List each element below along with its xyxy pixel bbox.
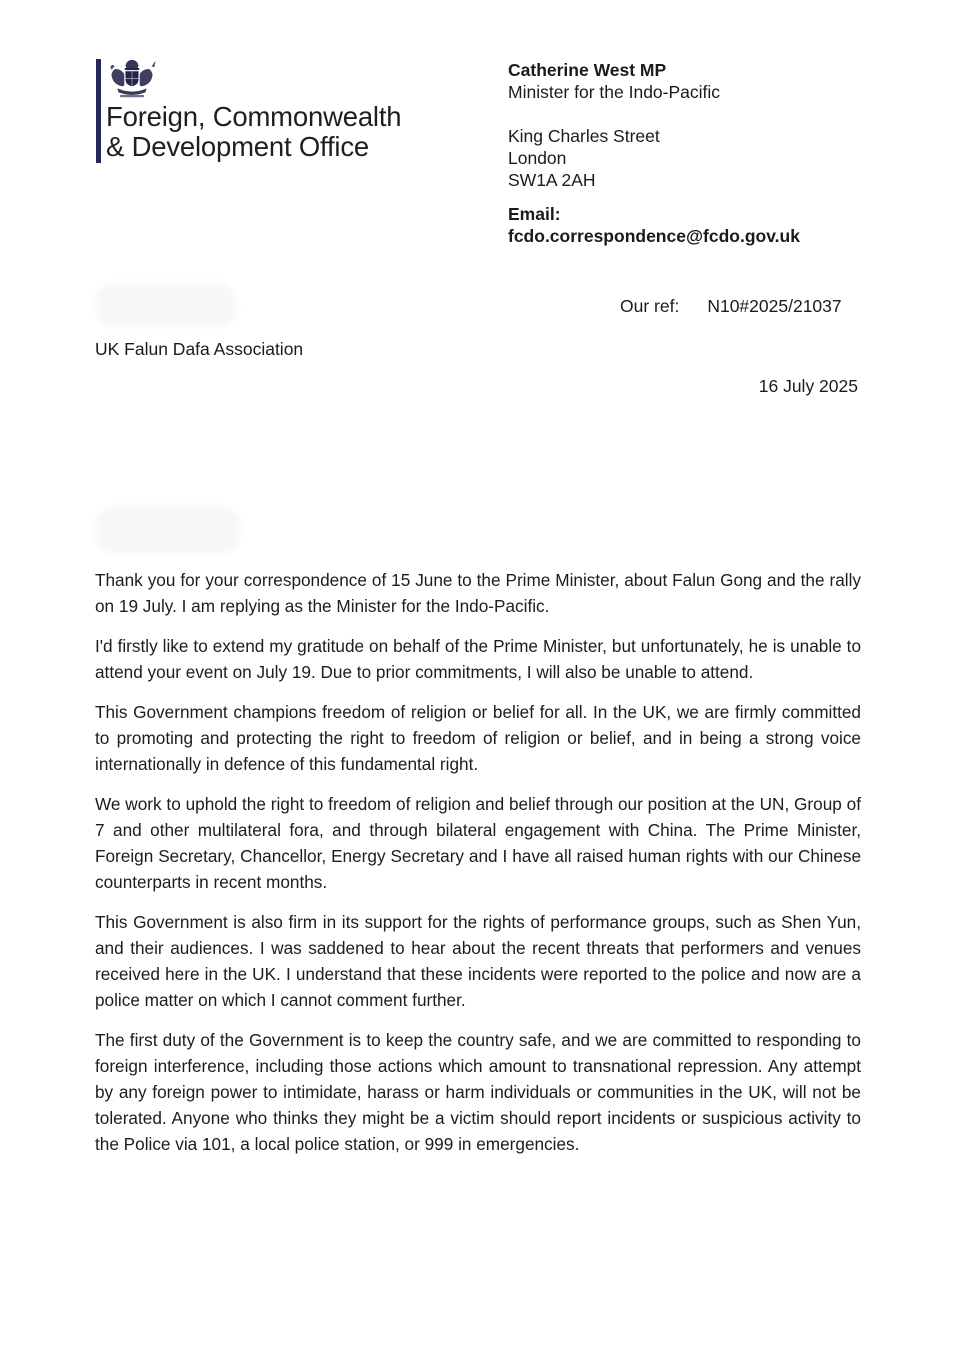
email-label: Email: [508, 204, 561, 224]
address-line: SW1A 2AH [508, 170, 596, 190]
org-name-line1: Foreign, Commonwealth [106, 101, 402, 132]
body-paragraph: We work to uphold the right to freedom of religion and belief through our position at the UN, Group of 7 and other multilateral fora, and through bilateral engagement with China. The Prime Minister, Foreign Secretary, Chancellor, Energy Secretary and I have all raised human rights with our Chinese counterparts in recent months. [95, 794, 861, 892]
reference-value: N10#2025/21037 [707, 296, 842, 316]
sender-contact-block [508, 59, 868, 247]
body-paragraph: This Government is also firm in its support for the rights of performance groups, such as Shen Yun, and their audiences. I was saddened to hear about the recent threats that performers and venues received here in the UK. I understand that these incidents were reported to the police and now are a police matter on which I cannot comment further. [95, 912, 861, 1010]
org-name [106, 102, 401, 161]
redacted-salutation-block [96, 506, 240, 554]
org-name-line2: & Development Office [106, 130, 369, 162]
letterhead-brand [96, 58, 426, 164]
body-paragraph: Thank you for your correspondence of 15 June to the Prime Minister, about Falun Gong and the rally on 19 July. I am replying as the Minister for the Indo-Pacific. [95, 570, 861, 616]
recipient-name: UK Falun Dafa Association [95, 339, 304, 359]
royal-coat-of-arms-icon [106, 56, 158, 106]
brand-bar-divider [96, 59, 101, 163]
body-paragraph: This Government champions freedom of religion or belief for all. In the UK, we are firmly committed to promoting and protecting the right to freedom of religion or belief, and in being a strong voice internationally in defence of this fundamental right. [95, 702, 861, 774]
sender-name: Catherine West MP [508, 60, 667, 80]
letter-body [95, 567, 861, 1157]
body-paragraph: The first duty of the Government is to keep the country safe, and we are committed to responding to foreign interference, including those actions which amount to transnational repression. Any attempt by any foreign power to intimidate, harass or harm individuals or communities in the UK, will not be tolerated. Anyone who thinks they might be a victim should report incidents or suspicious activity to the Police via 101, a local police station, or 999 in emergencies. [95, 1030, 861, 1154]
redacted-address-block [96, 283, 236, 327]
letter-date: 16 July 2025 [758, 376, 858, 396]
reference-label: Our ref: [620, 296, 680, 316]
body-paragraph: I'd firstly like to extend my gratitude on behalf of the Prime Minister, but unfortunately, he is unable to attend your event on July 19. Due to prior commitments, I will also be unable to attend. [95, 636, 861, 682]
sender-address [508, 125, 868, 191]
address-line: London [508, 148, 567, 168]
email-address: fcdo.correspondence@fcdo.gov.uk [508, 226, 800, 246]
sender-title: Minister for the Indo-Pacific [508, 82, 721, 102]
address-line: King Charles Street [508, 126, 660, 146]
reference-row [620, 296, 842, 317]
